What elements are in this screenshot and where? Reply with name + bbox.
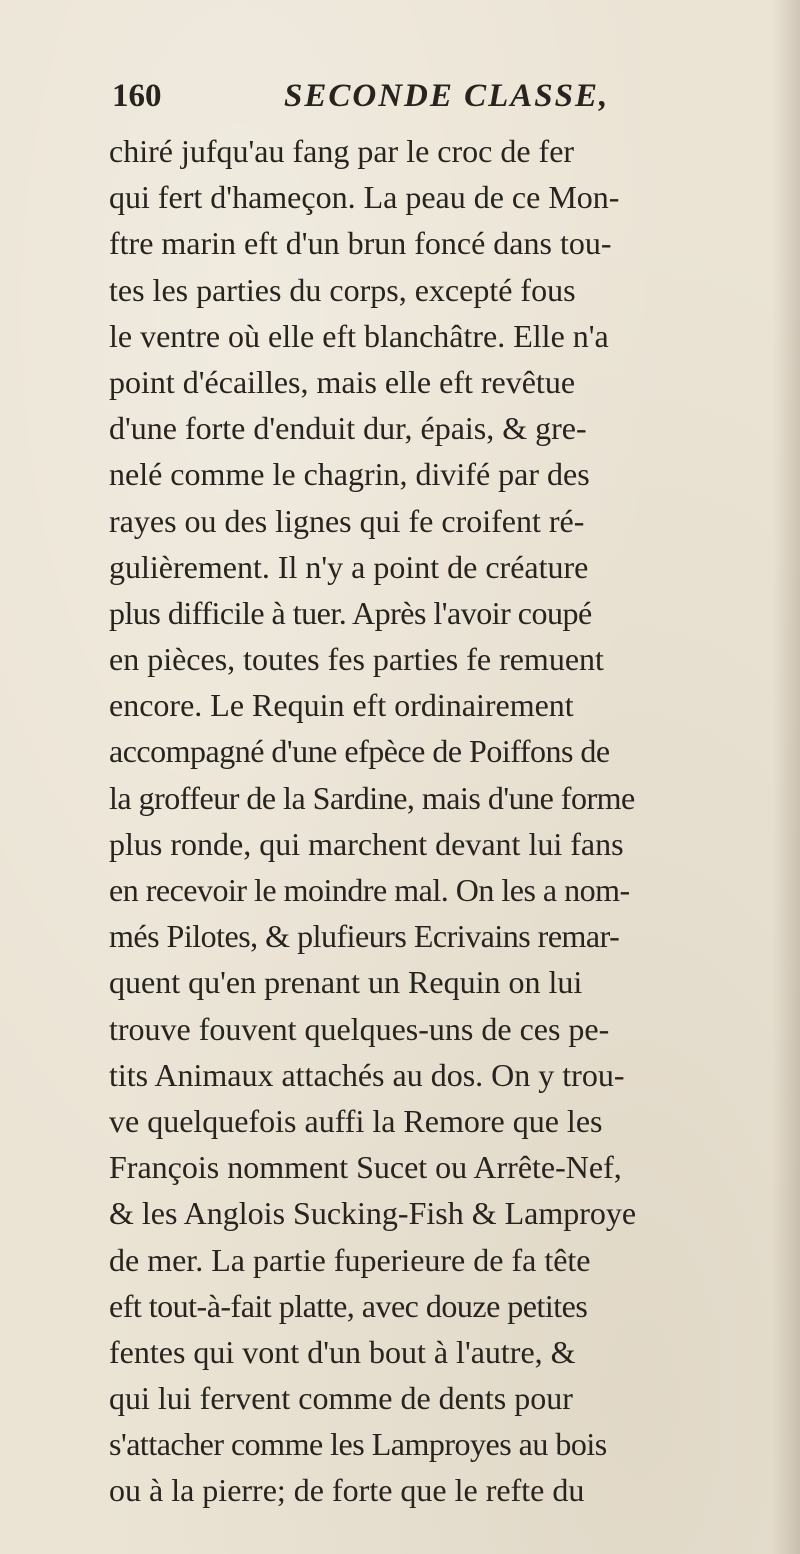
text-line: en recevoir le moindre mal. On les a nom-: [109, 872, 630, 908]
text-line: point d'écailles, mais elle eft revêtue: [109, 363, 576, 400]
text-line: en pièces, toutes fes parties fe remuent: [109, 641, 604, 678]
text-line: ve quelquefois auffi la Remore que les: [109, 1102, 603, 1139]
text-line: fentes qui vont d'un bout à l'autre, &: [109, 1333, 576, 1370]
page-header: [112, 78, 732, 122]
text-line: ou à la pierre; de forte que le refte du: [109, 1472, 585, 1509]
text-line: d'une forte d'enduit dur, épais, & gre-: [109, 410, 587, 447]
text-line: qui lui fervent comme de dents pour: [109, 1380, 573, 1417]
running-head: SECONDE CLASSE,: [284, 78, 610, 114]
body-text: [109, 128, 799, 1514]
page-number: 160: [112, 78, 162, 114]
text-line: nelé comme le chagrin, divifé par des: [109, 456, 590, 493]
text-line: s'attacher comme les Lamproyes au bois: [109, 1426, 607, 1463]
text-line: ftre marin eft d'un brun foncé dans tou-: [109, 225, 612, 262]
text-line: & les Anglois Sucking-Fish & Lamproye: [109, 1195, 637, 1232]
text-line: François nomment Sucet ou Arrête-Nef,: [109, 1149, 622, 1186]
text-line: le ventre où elle eft blanchâtre. Elle n'a: [109, 317, 609, 354]
text-line: eft tout-à-fait platte, avec douze petites: [109, 1287, 588, 1324]
text-line: gulièrement. Il n'y a point de créature: [109, 548, 589, 585]
text-line: tits Animaux attachés au dos. On y trou-: [109, 1056, 625, 1093]
text-line: quent qu'en prenant un Requin on lui: [109, 964, 583, 1001]
text-line: de mer. La partie fuperieure de fa tête: [109, 1241, 591, 1278]
text-line: la groffeur de la Sardine, mais d'une forme: [109, 779, 635, 816]
text-line: més Pilotes, & plufieurs Ecrivains remar-: [109, 918, 620, 955]
text-line: encore. Le Requin eft ordinairement: [109, 687, 574, 724]
text-line: plus difficile à tuer. Après l'avoir coupé: [109, 594, 592, 631]
text-line: accompagné d'une efpèce de Poiffons de: [109, 733, 610, 770]
text-line: plus ronde, qui marchent devant lui fans: [109, 825, 624, 862]
text-line: rayes ou des lignes qui fe croifent ré-: [109, 502, 585, 539]
text-line: trouve fouvent quelques-uns de ces pe-: [109, 1010, 610, 1047]
text-line: chiré jufqu'au fang par le croc de fer: [109, 133, 575, 169]
text-line: qui fert d'hameçon. La peau de ce Mon-: [109, 179, 620, 216]
text-line: tes les parties du corps, excepté fous: [109, 271, 576, 308]
